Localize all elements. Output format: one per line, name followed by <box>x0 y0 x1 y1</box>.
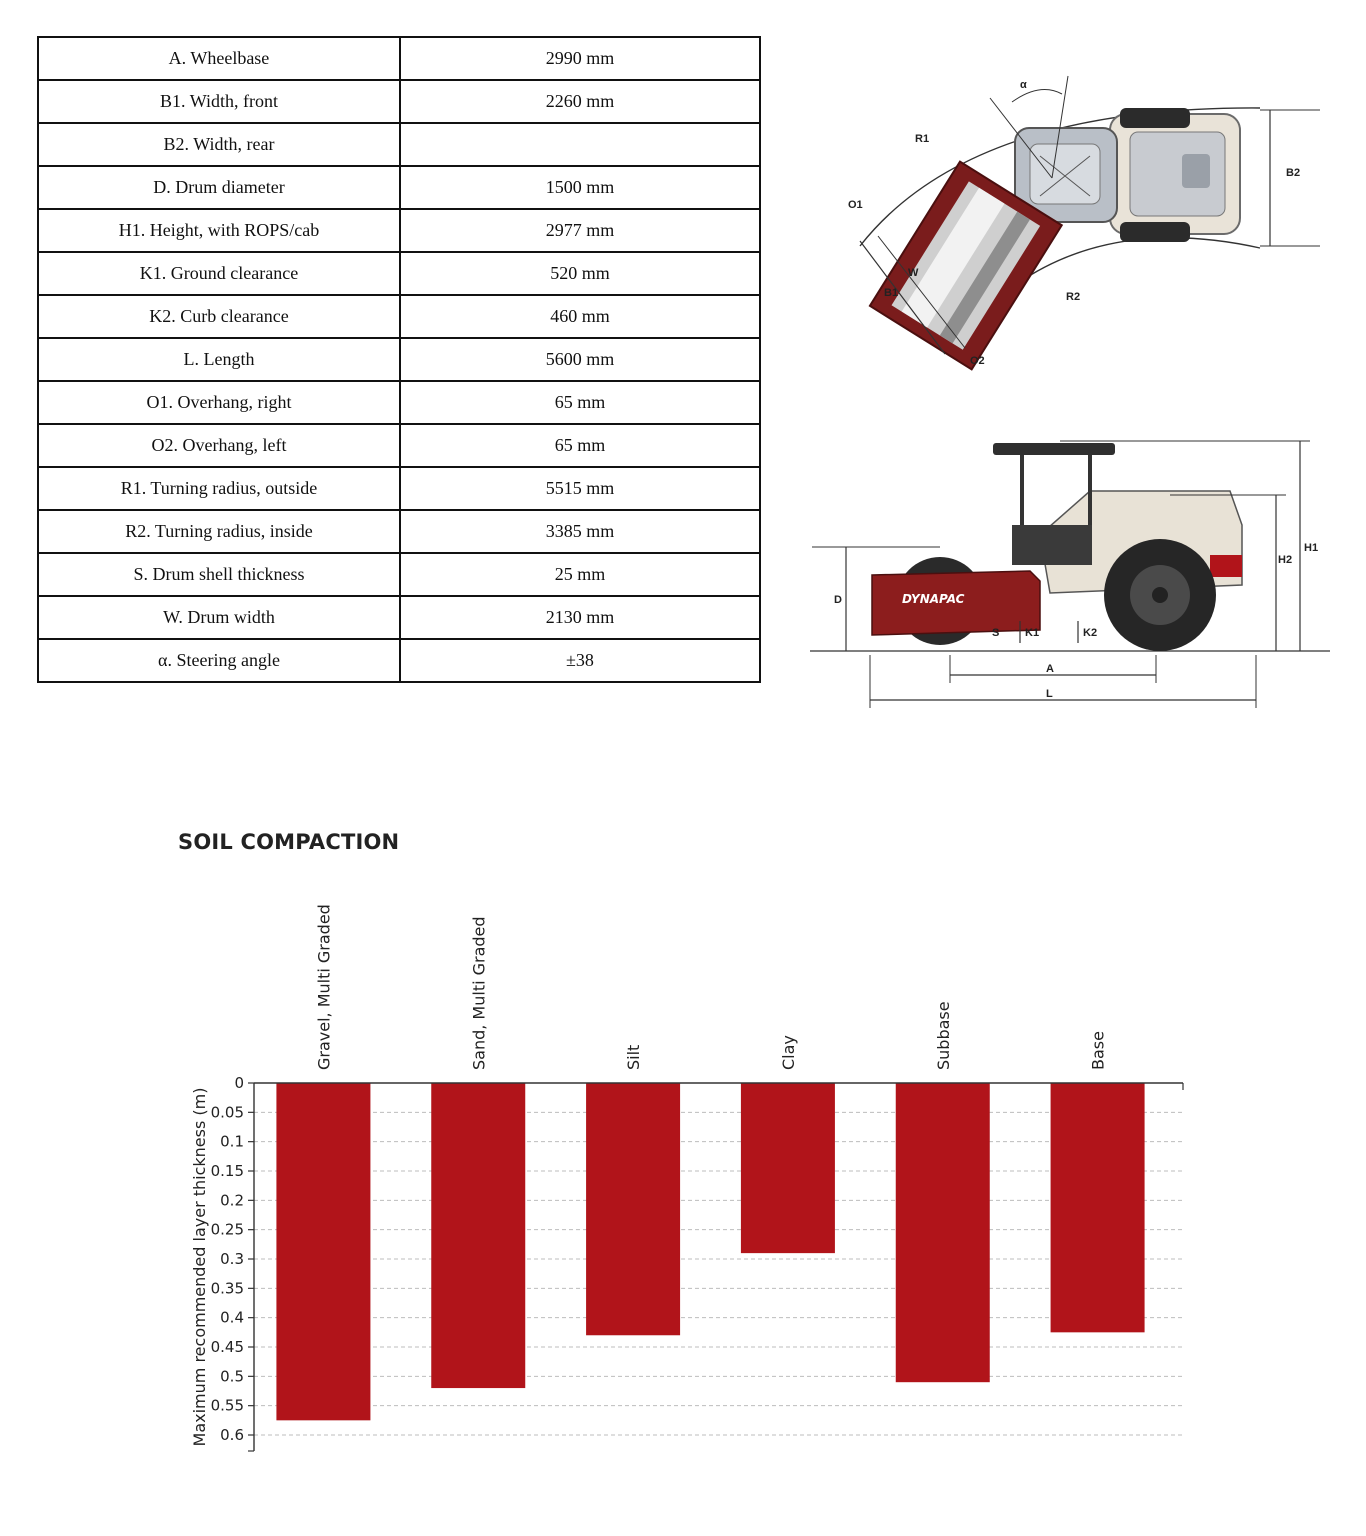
spec-row <box>38 37 760 80</box>
bar-base <box>1051 1083 1145 1332</box>
spec-value: 25 mm <box>400 553 760 596</box>
spec-label: H1. Height, with ROPS/cab <box>38 209 400 252</box>
spec-label: R1. Turning radius, outside <box>38 467 400 510</box>
spec-row <box>38 639 760 682</box>
spec-row <box>38 338 760 381</box>
spec-value: 2260 mm <box>400 80 760 123</box>
bar-gravel-multi-graded <box>276 1083 370 1420</box>
label-d: D <box>834 594 842 606</box>
spec-label: O1. Overhang, right <box>38 381 400 424</box>
soil-compaction-chart <box>0 880 1366 1480</box>
brand-logo: DYNAPAC <box>902 592 965 606</box>
label-alpha: α <box>1020 79 1027 91</box>
chart-title: SOIL COMPACTION <box>178 830 400 854</box>
spec-value: 2990 mm <box>400 37 760 80</box>
category-label: Clay <box>778 1035 798 1070</box>
label-h1: H1 <box>1304 542 1319 554</box>
label-r1: R1 <box>915 133 930 145</box>
y-tick-label: 0.2 <box>220 1191 244 1210</box>
label-o2: O2 <box>970 355 985 367</box>
y-tick-label: 0.45 <box>210 1338 244 1356</box>
spec-label: K1. Ground clearance <box>38 252 400 295</box>
y-tick-label: 0.55 <box>210 1396 244 1415</box>
spec-table-body <box>38 37 760 682</box>
spec-label: D. Drum diameter <box>38 166 400 209</box>
category-label: Silt <box>624 1044 644 1070</box>
spec-label: W. Drum width <box>38 596 400 639</box>
y-tick-label: 0 <box>234 1074 244 1092</box>
label-k2: K2 <box>1083 627 1098 639</box>
y-tick-label: 0.4 <box>220 1308 244 1327</box>
y-tick-label: 0.05 <box>210 1103 244 1122</box>
spec-value: 65 mm <box>400 381 760 424</box>
side-view-diagram <box>790 425 1350 725</box>
spec-value: 2130 mm <box>400 596 760 639</box>
y-tick-label: 0.1 <box>220 1132 244 1151</box>
label-s: S <box>992 627 1000 639</box>
spec-row <box>38 209 760 252</box>
spec-value <box>400 123 760 166</box>
label-b2: B2 <box>1286 167 1301 179</box>
bar-silt <box>586 1083 680 1335</box>
y-tick-label: 0.5 <box>220 1367 244 1386</box>
y-tick-label: 0.6 <box>220 1426 244 1444</box>
roller-rear-body <box>1040 491 1242 651</box>
spec-row <box>38 467 760 510</box>
spec-value: 65 mm <box>400 424 760 467</box>
spec-label: A. Wheelbase <box>38 37 400 80</box>
label-h2: H2 <box>1278 554 1293 566</box>
y-tick-label: 0.15 <box>210 1162 244 1180</box>
category-label: Gravel, Multi Graded <box>314 904 334 1070</box>
category-label: Base <box>1088 1031 1108 1070</box>
spec-label: R2. Turning radius, inside <box>38 510 400 553</box>
category-label: Subbase <box>933 1001 953 1070</box>
spec-row <box>38 510 760 553</box>
label-k1: K1 <box>1025 627 1040 639</box>
spec-label: K2. Curb clearance <box>38 295 400 338</box>
spec-row <box>38 553 760 596</box>
top-view-diagram <box>790 36 1350 376</box>
label-r2: R2 <box>1066 291 1081 303</box>
spec-value: 1500 mm <box>400 166 760 209</box>
spec-row <box>38 596 760 639</box>
label-a: A <box>1046 663 1054 675</box>
spec-row <box>38 381 760 424</box>
label-o1: O1 <box>848 199 863 211</box>
spec-label: O2. Overhang, left <box>38 424 400 467</box>
label-w: W <box>908 267 919 279</box>
spec-row <box>38 252 760 295</box>
spec-table <box>37 36 761 683</box>
spec-row <box>38 123 760 166</box>
roller-front-drum <box>872 557 1040 645</box>
spec-label: L. Length <box>38 338 400 381</box>
y-axis-title: Maximum recommended layer thickness (m) <box>190 1087 209 1447</box>
spec-value: 3385 mm <box>400 510 760 553</box>
spec-row <box>38 295 760 338</box>
label-l: L <box>1046 688 1053 700</box>
bar-clay <box>741 1083 835 1253</box>
category-label: Sand, Multi Graded <box>469 916 489 1070</box>
spec-label: α. Steering angle <box>38 639 400 682</box>
spec-label: B1. Width, front <box>38 80 400 123</box>
y-tick-label: 0.3 <box>220 1250 244 1268</box>
spec-value: 460 mm <box>400 295 760 338</box>
spec-value: 5515 mm <box>400 467 760 510</box>
chart-bars <box>276 1083 1144 1420</box>
y-tick-label: 0.35 <box>210 1279 244 1298</box>
spec-row <box>38 166 760 209</box>
spec-value: 520 mm <box>400 252 760 295</box>
spec-row <box>38 424 760 467</box>
bar-sand-multi-graded <box>431 1083 525 1388</box>
spec-label: B2. Width, rear <box>38 123 400 166</box>
spec-value: 2977 mm <box>400 209 760 252</box>
chart-grid <box>254 1112 1183 1435</box>
spec-value: ±38 <box>400 639 760 682</box>
bar-subbase <box>896 1083 990 1382</box>
roller-rear-body <box>1110 108 1240 242</box>
y-tick-label: 0.25 <box>210 1220 244 1239</box>
chart-axes <box>248 1083 1183 1451</box>
label-b1: B1 <box>884 287 899 299</box>
spec-row <box>38 80 760 123</box>
spec-label: S. Drum shell thickness <box>38 553 400 596</box>
spec-value: 5600 mm <box>400 338 760 381</box>
